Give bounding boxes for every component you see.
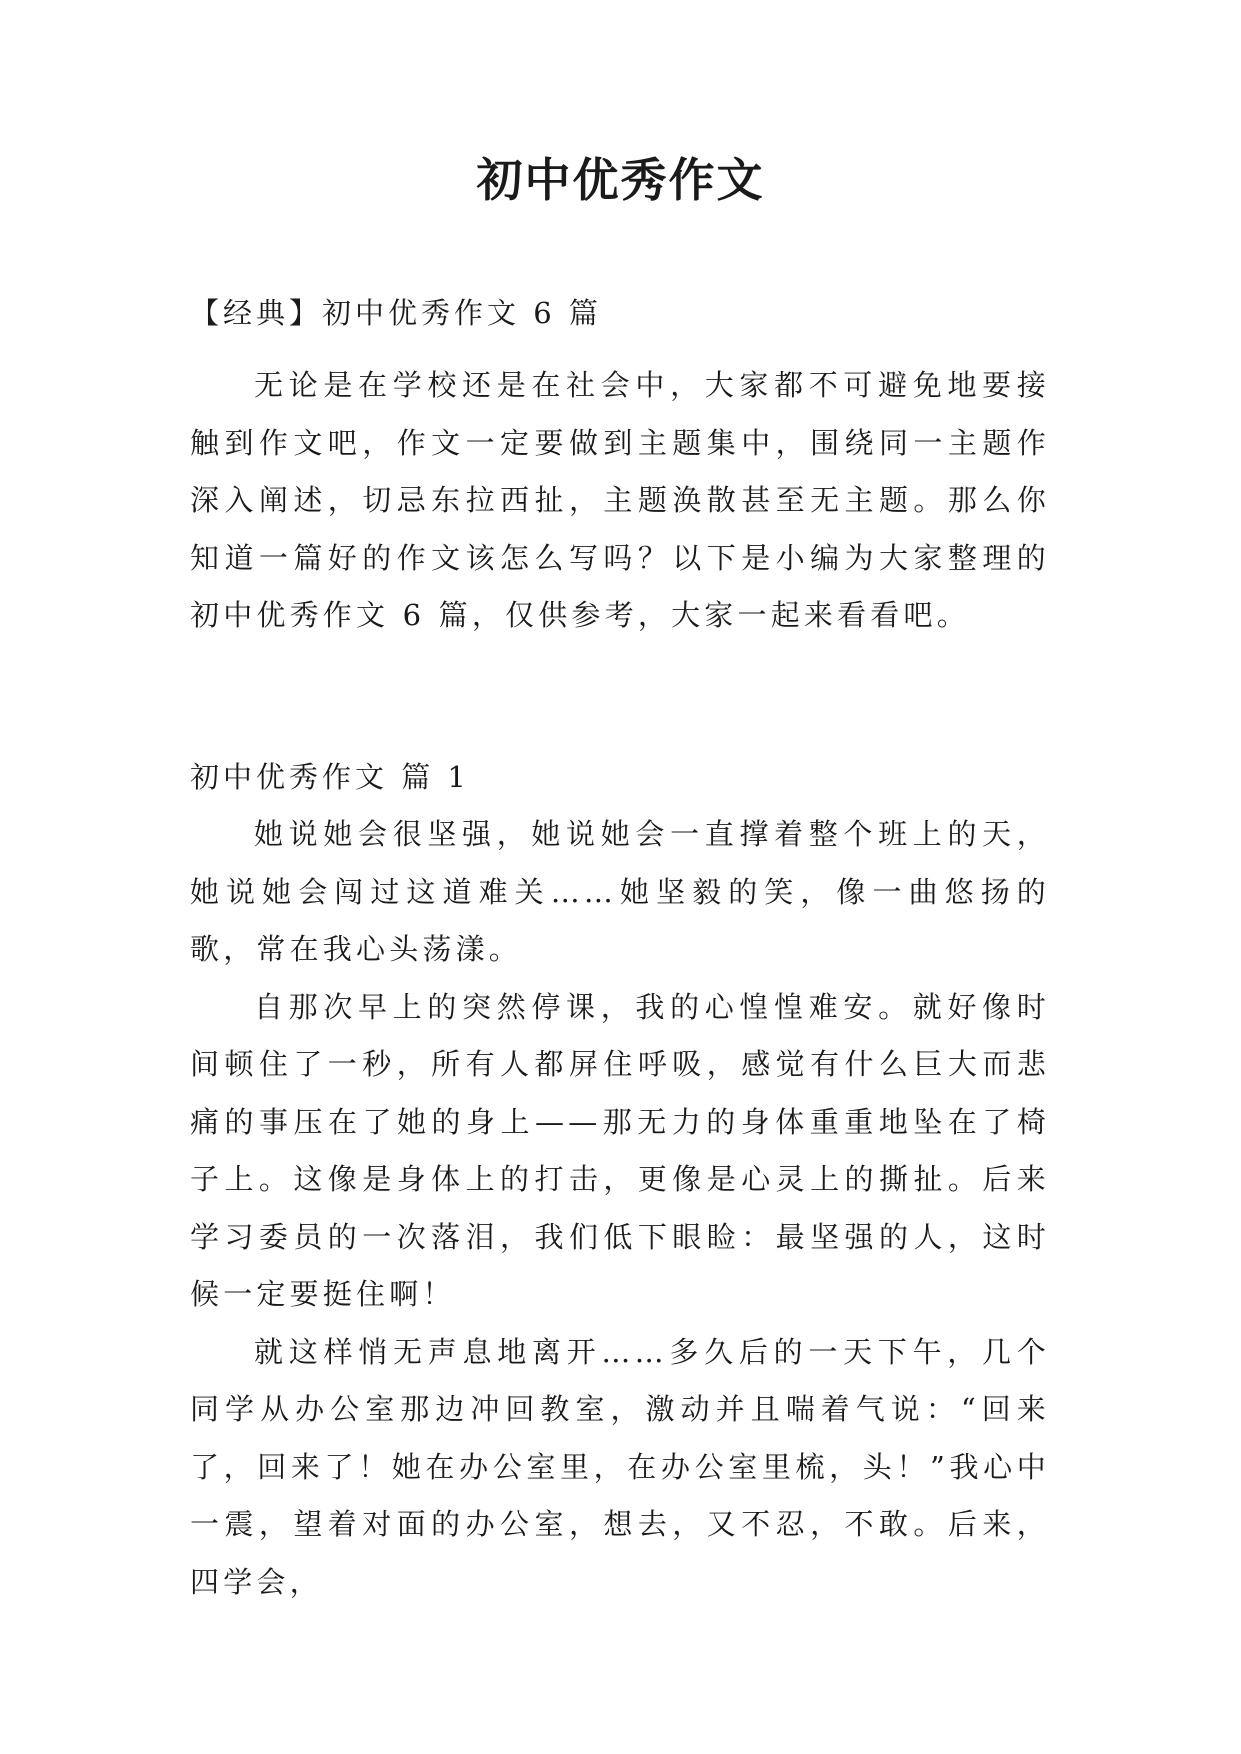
- essay-body: [190, 806, 1050, 1611]
- document-title: 初中优秀作文: [476, 153, 765, 207]
- section-heading: 初中优秀作文 篇 1: [190, 760, 470, 794]
- essay-paragraph-2: 自那次早上的突然停课，我的心惶惶难安。就好像时间顿住了一秒，所有人都屏住呼吸，感觉有什么巨大而悲痛的事压在了她的身上——那无力的身体重重地坠在了椅子上。这像是身体上的打击，更像是心灵上的撕扯。后来学习委员的一次落泪，我们低下眼睑：最坚强的人，这时候一定要挺住啊！: [190, 989, 1050, 1311]
- essay-paragraph-1: 她说她会很坚强，她说她会一直撑着整个班上的天，她说她会闯过这道难关……她坚毅的笑，像一曲悠扬的歌，常在我心头荡漾。: [190, 817, 1050, 966]
- essay-paragraph-3: 就这样悄无声息地离开……多久后的一天下午，几个同学从办公室那边冲回教室，激动并且喘着气说：“回来了，回来了！她在办公室里，在办公室里梳，头！”我心中一震，望着对面的办公室，想去，又不忍，不敢。后来，四学会，: [190, 1334, 1050, 1599]
- intro-block: [190, 357, 1050, 645]
- intro-paragraph: 无论是在学校还是在社会中，大家都不可避免地要接触到作文吧，作文一定要做到主题集中，围绕同一主题作深入阐述，切忌东拉西扯，主题涣散甚至无主题。那么你知道一篇好的作文该怎么写吗？以下是小编为大家整理的初中优秀作文 6 篇，仅供参考，大家一起来看看吧。: [190, 368, 1050, 632]
- document-subtitle: 【经典】初中优秀作文 6 篇: [190, 296, 602, 330]
